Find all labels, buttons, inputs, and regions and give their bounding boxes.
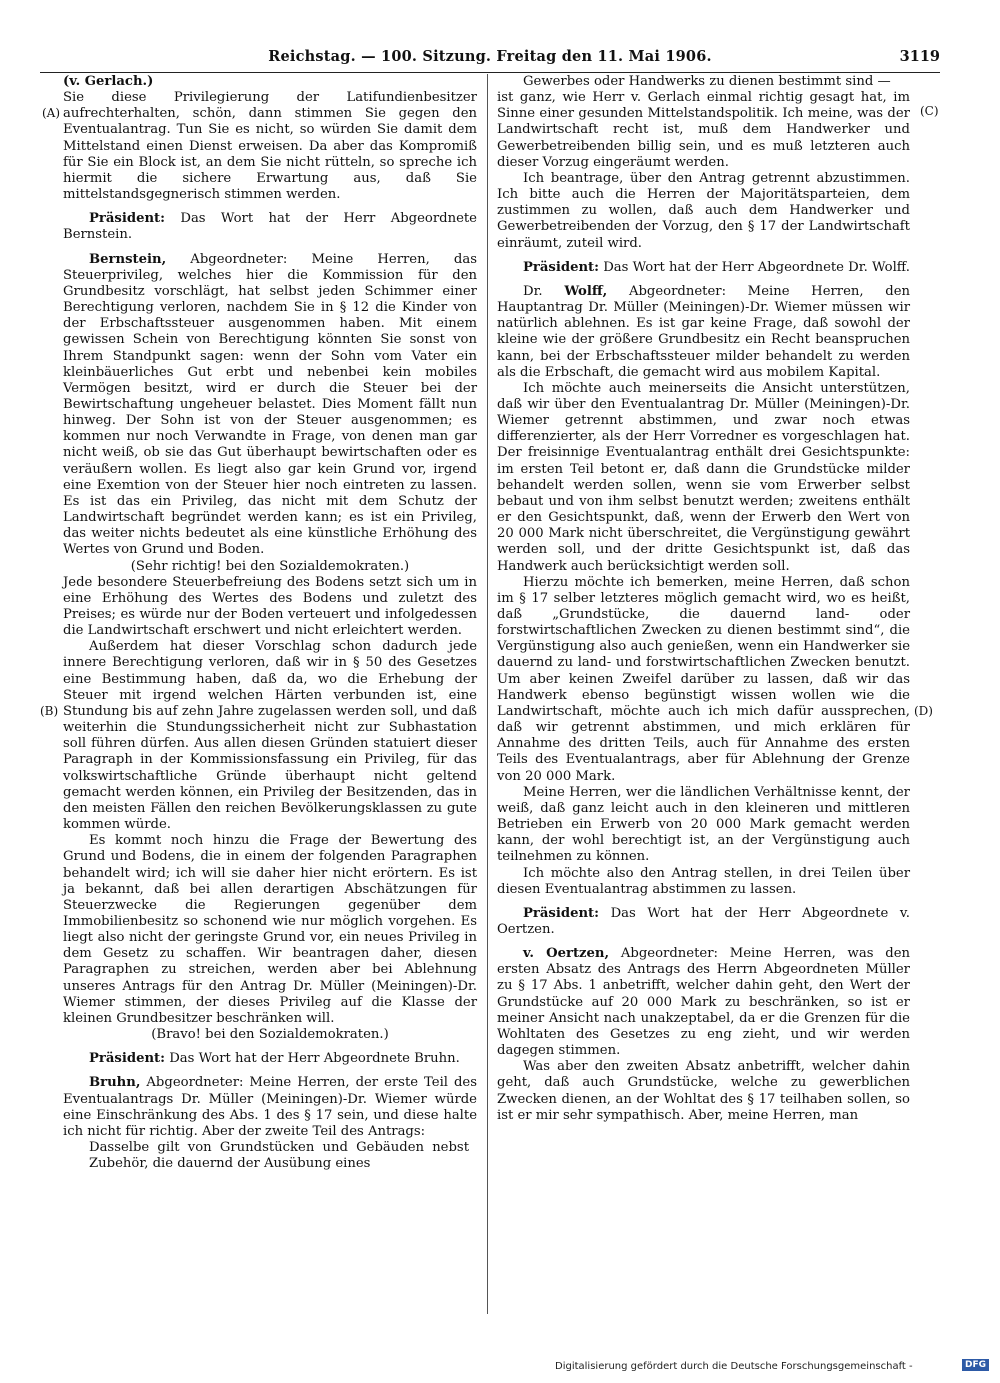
paragraph: Meine Herren, wer die ländlichen Verhältnisse kennt, der weiß, daß ganz leicht auch in den kleineren und mittleren Betrieben ein Erwerb von 20 000 Mark gemacht werden kann, der wohl berechtigt ist, an der Vergünstigung auch teilnehmen zu können. [497, 784, 910, 865]
right-column [497, 74, 910, 1124]
speaker-label: Präsident: [523, 905, 600, 921]
margin-marker-a: (A) [42, 106, 61, 120]
speech-bruhn: Bruhn, Abgeordneter: Meine Herren, der erste Teil des Eventualantrags Dr. Müller (Meiningen)-Dr. Wiemer würde eine Einschränkung des Abs. 1 des § 17 sein, und diese halte ich nicht für richtig. Aber der zweite Teil des Antrags: [63, 1075, 477, 1139]
page-header [40, 48, 940, 73]
paragraph: Was aber den zweiten Absatz anbetrifft, welcher dahin geht, daß auch Grundstücke, welche zu gewerblichen Zwecken dienen, an der Wohltat des § 17 teilhaben sollen, so ist er mir sehr sympathisch. Aber, meine Herren, man [497, 1059, 910, 1123]
speaker-label: Bernstein, [89, 251, 167, 267]
president-statement: Präsident: Das Wort hat der Herr Abgeordnete Dr. Wolff. [523, 259, 910, 275]
speaker-continuation: (v. Gerlach.) [63, 74, 154, 89]
footer-credit: Digitalisierung gefördert durch die Deutsche Forschungsgemeinschaft - [555, 1361, 913, 1372]
president-statement: Präsident: Das Wort hat der Herr Abgeordnete Bruhn. [89, 1051, 460, 1067]
margin-marker-b: (B) [40, 704, 59, 718]
column-divider [487, 74, 488, 1314]
header-title: Reichstag. — 100. Sitzung. Freitag den 11. Mai 1906. [268, 48, 712, 65]
left-column [63, 74, 477, 1172]
speaker-label: Bruhn, [89, 1075, 141, 1091]
interjection: (Sehr richtig! bei den Sozialdemokraten.) [130, 558, 410, 574]
speaker-label: Präsident: [89, 1051, 166, 1067]
quotation: Dasselbe gilt von Grundstücken und Gebäuden nebst Zubehör, die dauernd der Ausübung eines [89, 1140, 469, 1172]
paragraph: Jede besondere Steuerbefreiung des Bodens setzt sich um in eine Erhöhung des Wertes des Bodens und zuletzt des Preises; es würde nur der Boden verteuert und infolgedessen die Landwirtschaft erschwert und nicht erleichtert werden. [63, 574, 477, 639]
paragraph: Außerdem hat dieser Vorschlag schon dadurch jede innere Berechtigung verloren, daß wir in § 50 des Gesetzes eine Bestimmung haben, daß da, wo die Erhebung der Steuer mit irgend welchen Härten verbunden ist, eine Stundung bis auf zehn Jahre zugelassen werden soll, und daß weiterhin die Stundungssicherheit nicht zur Subhastation soll führen dürfen. Aus allen diesen Gründen statuiert dieser Paragraph in der Kommissionsfassung ein Privileg, für das volkswirtschaftliche Gründe überhaupt nicht geltend gemacht werden können, ein Privileg der Besitzenden, das in den meisten Fällen den reichen Bevölkerungsklassen zu gute kommen würde. [63, 639, 477, 833]
dfg-logo: DFG [962, 1359, 989, 1371]
president-statement: Präsident: Das Wort hat der Herr Abgeordnete Bernstein. [63, 211, 477, 243]
paragraph: Sie diese Privilegierung der Latifundienbesitzer aufrechterhalten, schön, dann stimmen Sie gegen den Eventualantrag. Tun Sie es nicht, so würden Sie damit dem Mittelstand einen Dienst erweisen. Da aber das Kompromiß für Sie ein Block ist, an dem Sie nicht rütteln, so spreche ich hiermit die sichere Erwartung aus, daß Sie mittelstandsgegnerisch stimmen werden. [63, 90, 477, 203]
paragraph: Hierzu möchte ich bemerken, meine Herren, daß schon im § 17 selber letzteres möglich gemacht wird, wo es heißt, daß „Grundstücke, die dauernd land- oder forstwirtschaftlichen Zwecken zu dienen bestimmt sind“, die Vergünstigung also auch genießen, wenn ein Handwerker sie dauernd zu land- und forstwirtschaftlichen Zwecken benutzt. Um aber keinen Zweifel darüber zu lassen, daß wir das Handwerk ebenso begünstigt wissen wollen wie die Landwirtschaft, möchte auch ich mich dafür aussprechen, daß wir getrennt abstimmen, und mich erklären für Annahme des dritten Teils, auch für Annahme des ersten Teils des Eventualantrags, aber für Ablehnung der Grenze von 20 000 Mark. [497, 574, 910, 784]
speaker-label: Präsident: [89, 211, 166, 227]
paragraph: Ich möchte also den Antrag stellen, in drei Teilen über diesen Eventualantrag abstimmen zu lassen. [497, 865, 910, 897]
speech-oertzen: v. Oertzen, Abgeordneter: Meine Herren, was den ersten Absatz des Antrags des Herrn Abgeordneten Müller zu § 17 Abs. 1 anbetrifft, welcher dahin geht, den Wert der Grundstücke auf 20 000 Mark zu beschränken, so ist er meiner Ansicht nach unakzeptabel, da er die Grenzen für die Wohltaten des Gesetzes zu eng zieht, und wir werden dagegen stimmen. [497, 946, 911, 1059]
speech-bernstein: Bernstein, Abgeordneter: Meine Herren, das Steuerprivileg, welches hier die Kommission für den Grundbesitz vorschlägt, hat selbst jeden Schimmer einer Berechtigung verloren, nachdem Sie in § 12 die Kinder von der Erbschaftssteuer ausgenommen haben. Mit einem gewissen Schein von Berechtigung könnten Sie sonst von Ihrem Standpunkt sagen: wenn der Sohn vom Vater ein kleinbäuerliches Gut erbt und nebenbei kein mobiles Vermögen besitzt, wird er durch die Steuer bei der Bewirtschaftung ungeheuer belastet. Dies Moment fällt nun hinweg. Der Sohn ist von der Steuer ausgenommen; es kommen nur noch Verwandte in Frage, von denen man gar nicht weiß, ob sie das Gut überhaupt bewirtschaften oder es veräußern wollen. Es liegt also gar kein Grund vor, irgend eine Exemtion von der Steuer hier noch eintreten zu lassen. Es ist das ein Privileg, das nicht mit dem Schutz der Landwirtschaft begründet werden kann; es ist ein Privileg, das weiter nichts bedeutet als eine künstliche Erhöhung des Wertes von Grund und Boden. [63, 251, 477, 558]
speech-wolff: Dr. Wolff, Abgeordneter: Meine Herren, den Hauptantrag Dr. Müller (Meiningen)-Dr. Wiemer müssen wir natürlich ablehnen. Es ist gar keine Frage, daß sowohl der kleine wie der größere Grundbesitz ein Recht beanspruchen kann, bei der Erbschaftssteuer milder behandelt zu werden als die Erbschaft, die gemacht wird aus mobilem Kapital. [497, 283, 911, 380]
paragraph: Ich möchte auch meinerseits die Ansicht unterstützen, daß wir über den Eventualantrag Dr. Müller (Meiningen)-Dr. Wiemer getrennt abstimmen, und zwar noch etwas differenzierter, als der Herr Vorredner es vorgeschlagen hat. Der freisinnige Eventualantrag enthält drei Gesichtspunkte: im ersten Teil betont er, daß dann die Grundstücke milder behandelt werden sollen, wenn sie vom Erwerber selbst bebaut und von ihm selbst benutzt werden; zweitens enthält er den Gesichtspunkt, daß, wenn der Erwerb den Wert von 20 000 Mark nicht überschreitet, die Vergünstigung gewährt werden soll, und der dritte Gesichtspunkt ist, daß das Handwerk auch berücksichtigt werden soll. [497, 380, 910, 574]
interjection: (Bravo! bei den Sozialdemokraten.) [151, 1027, 389, 1043]
paragraph: Ich beantrage, über den Antrag getrennt abzustimmen. Ich bitte auch die Herren der Majoritätsparteien, dem zustimmen zu wollen, daß auch dem Handwerker und Gewerbetreibenden der Vorzug, den § 17 der Landwirtschaft einräumt, zuteil wird. [497, 170, 910, 251]
paragraph: Es kommt noch hinzu die Frage der Bewertung des Grund und Bodens, die in einem der folgenden Paragraphen behandelt wird; ich will sie daher hier nicht erörtern. Es ist ja bekannt, daß bei allen derartigen Abschätzungen für Steuerzwecke die Regierungen gegenüber dem Immobilienbesitz so schonend wie nur möglich vorgehen. Es liegt also nicht der geringste Grund vor, ein neues Privileg in dem Gesetz zu schaffen. Wir beantragen daher, diesen Paragraphen zu streichen, werden aber bei Ablehnung unseres Antrags für den Antrag Dr. Müller (Meiningen)-Dr. Wiemer stimmen, der dieses Privileg auf die Klasse der kleinen Grundbesitzer beschränken will. [63, 833, 477, 1026]
page-number: 3119 [899, 48, 940, 65]
speaker-label: Präsident: [523, 259, 600, 275]
margin-marker-d: (D) [914, 704, 933, 718]
margin-marker-c: (C) [920, 104, 939, 118]
president-statement: Präsident: Das Wort hat der Herr Abgeordnete v. Oertzen. [497, 905, 910, 937]
speaker-label: Wolff, [564, 283, 608, 299]
quotation: Gewerbes oder Handwerks zu dienen bestimmt sind — [523, 74, 891, 89]
paragraph: ist ganz, wie Herr v. Gerlach einmal richtig gesagt hat, im Sinne einer gesunden Mittelstandspolitik. Ich meine, was der Landwirtschaft recht ist, muß dem Handwerker und Gewerbetreibenden billig sein, und es muß letzteren auch dieser Vorzug eingeräumt werden. [497, 90, 910, 170]
speaker-label: v. Oertzen, [523, 946, 610, 962]
